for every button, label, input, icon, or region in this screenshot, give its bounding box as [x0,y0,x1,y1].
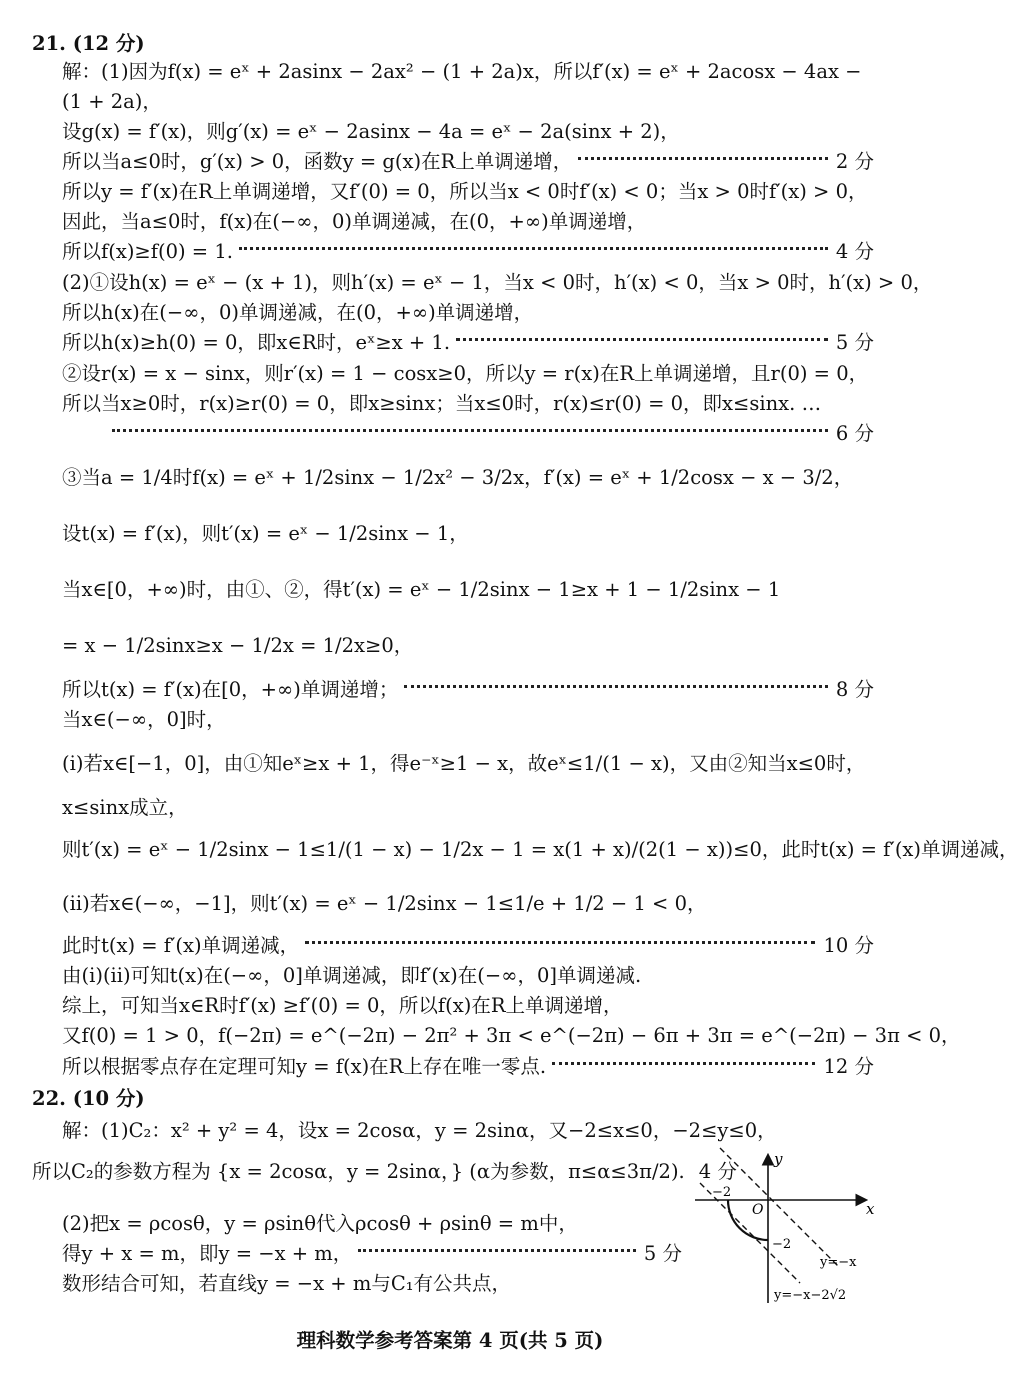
scored-line [62,676,874,704]
score-label: 8 分 [835,678,874,701]
leader-dots [552,1062,815,1065]
solution-line: (2)①设h(x) = eˣ − (x + 1)，则h′(x) = eˣ − 1，当x < 0时，h′(x) < 0，当x > 0时，h′(x) > 0， [62,271,933,294]
scored-line [62,238,874,266]
solution-line: 又f(0) = 1 > 0，f(−2π) = e^(−2π) − 2π² + 3π < e^(−2π) − 6π + 3π = e^(−2π) − 3π < 0， [62,1024,961,1047]
solution-line: x≤sinx成立， [62,796,188,819]
solution-line: 由(i)(ii)可知t(x)在(−∞，0]单调递减，即f′(x)在(−∞，0]单调递减. [62,964,642,987]
page-footer: 理科数学参考答案第 4 页(共 5 页) [296,1329,604,1352]
score-label: 12 分 [823,1055,874,1078]
line2-label: y=−x−2√2 [774,1288,847,1303]
tick-x-label: −2 [712,1185,732,1200]
line-text: 此时t(x) = f′(x)单调递减， [62,934,300,957]
leader-dots [305,941,815,944]
solution-line: ③当a = 1/4时f(x) = eˣ + 1/2sinx − 1/2x² − 3/2x，f′(x) = eˣ + 1/2cosx − x − 3/2， [62,466,854,489]
line1-label: y=−x [820,1255,857,1270]
solution-line: 当x∈[0，+∞)时，由①、②，得t′(x) = eˣ − 1/2sinx − 1≥x + 1 − 1/2sinx − 1 [62,578,781,601]
axis-x-label: x [866,1200,875,1218]
q21-header: 21. (12 分) [32,32,145,55]
solution-line: 则t′(x) = eˣ − 1/2sinx − 1≤1/(1 − x) − 1/2x − 1 = x(1 + x)/(2(1 − x))≤0，此时t(x) = f′(x)单调递减， [62,838,1019,861]
tick-y-label: −2 [772,1237,792,1252]
solution-line: ②设r(x) = x − sinx，则r′(x) = 1 − cosx≥0，所以y = r(x)在R上单调递增，且r(0) = 0， [62,362,869,385]
score-label: 4 分 [698,1160,737,1183]
solution-line: 数形结合可知，若直线y = −x + m与C₁有公共点， [62,1272,512,1295]
leader-dots [404,685,828,688]
scored-line [62,1240,682,1268]
score-label: 6 分 [835,422,874,445]
origin-label: O [752,1202,764,1218]
solution-line: (i)若x∈[−1，0]，由①知eˣ≥x + 1，得e⁻ˣ≥1 − x，故eˣ≤1/(1 − x)，又由②知当x≤0时， [62,752,866,775]
line-text: 所以根据零点存在定理可知y = f(x)在R上存在唯一零点. [62,1055,547,1078]
coordinate-figure [690,1148,880,1308]
score-label: 10 分 [823,934,874,957]
q22-header: 22. (10 分) [32,1087,145,1110]
solution-line: 当x∈(−∞，0]时， [62,708,226,731]
scored-line [112,420,874,448]
leader-dots [239,247,828,250]
line-text: 所以t(x) = f′(x)在[0，+∞)单调递增； [62,678,399,701]
score-label: 2 分 [835,150,874,173]
solution-line: 设g(x) = f′(x)，则g′(x) = eˣ − 2asinx − 4a = eˣ − 2a(sinx + 2)， [62,120,680,143]
line-text: 所以f(x)≥f(0) = 1. [62,240,233,263]
solution-line: 所以当x≥0时，r(x)≥r(0) = 0，即x≥sinx；当x≤0时，r(x)≤r(0) = 0，即x≤sinx. … [62,392,822,415]
leader-dots [112,429,828,432]
score-label: 5 分 [835,331,874,354]
solution-line: (ii)若x∈(−∞，−1]，则t′(x) = eˣ − 1/2sinx − 1≤1/e + 1/2 − 1 < 0， [62,892,707,915]
scored-line [62,932,874,960]
solution-line: 设t(x) = f′(x)，则t′(x) = eˣ − 1/2sinx − 1， [62,522,469,545]
leader-dots [358,1249,636,1252]
solution-line: 解：(1)因为f(x) = eˣ + 2asinx − 2ax² − (1 + 2a)x，所以f′(x) = eˣ + 2acosx − 4ax − [62,60,862,83]
solution-line: 因此，当a≤0时，f(x)在(−∞，0)单调递减，在(0，+∞)单调递增， [62,210,647,233]
solution-line: 所以y = f′(x)在R上单调递增，又f′(0) = 0，所以当x < 0时f′(x) < 0；当x > 0时f′(x) > 0， [62,180,868,203]
line-text: 得y + x = m，即y = −x + m， [62,1242,353,1265]
score-label: 5 分 [643,1242,682,1265]
solution-line: = x − 1/2sinx≥x − 1/2x = 1/2x≥0， [62,634,414,657]
line-text: 所以当a≤0时，g′(x) > 0，函数y = g(x)在R上单调递增， [62,150,573,173]
scored-line [62,148,874,176]
leader-dots [456,338,828,341]
solution-line: 所以h(x)在(−∞，0)单调递减，在(0，+∞)单调递增， [62,301,534,324]
score-label: 4 分 [835,240,874,263]
axis-y-label: y [774,1150,783,1168]
scored-line [32,1158,737,1186]
line-text: 所以C₂的参数方程为 {x = 2cosα，y = 2sinα，} (α为参数，π≤α≤3π/2). [32,1160,685,1183]
solution-line: (2)把x = ρcosθ，y = ρsinθ代入ρcosθ + ρsinθ = m中， [62,1212,578,1235]
solution-line: (1 + 2a)， [62,90,162,113]
solution-line: 综上，可知当x∈R时f′(x) ≥f′(0) = 0，所以f(x)在R上单调递增， [62,994,623,1017]
scored-line [62,1053,874,1081]
solution-line: 解：(1)C₂：x² + y² = 4，设x = 2cosα，y = 2sinα，又−2≤x≤0，−2≤y≤0， [62,1119,777,1142]
line-text: 所以h(x)≥h(0) = 0，即x∈R时，eˣ≥x + 1. [62,331,451,354]
leader-dots [578,157,828,160]
scored-line [62,329,874,357]
